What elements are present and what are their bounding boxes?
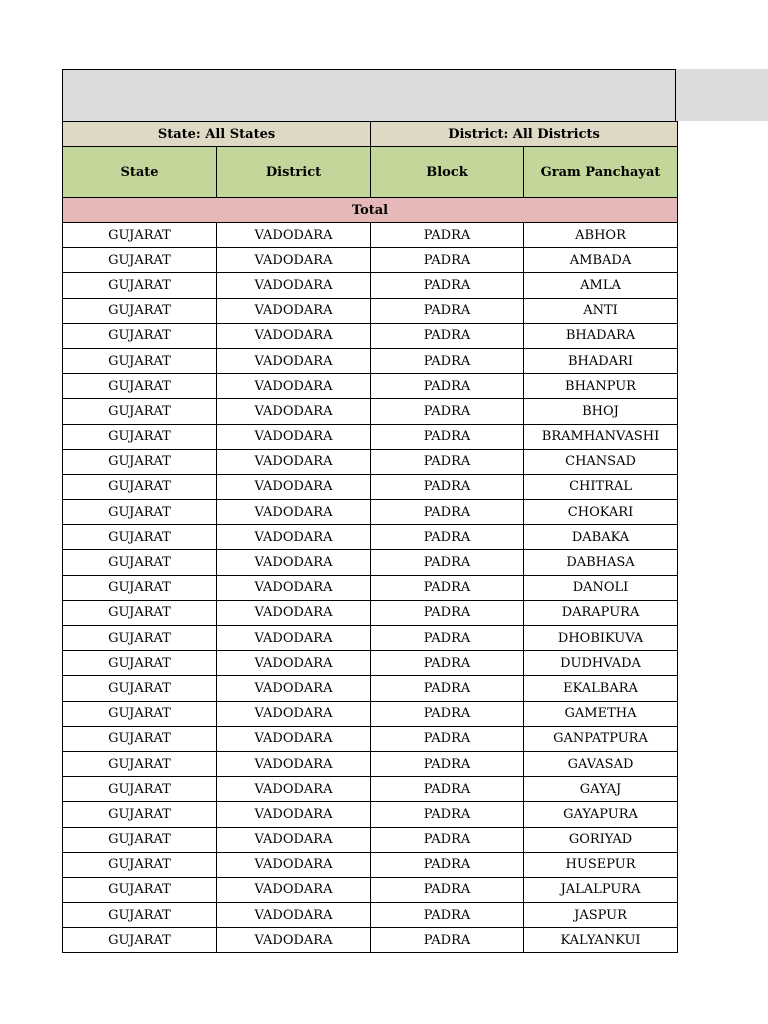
table-row (63, 424, 678, 449)
cell-district: VADODARA (217, 348, 371, 373)
district-filter-label: District: All Districts (371, 122, 678, 147)
table-row (63, 701, 678, 726)
cell-state: GUJARAT (63, 928, 217, 953)
cell-block: PADRA (371, 500, 524, 525)
table-row (63, 323, 678, 348)
cell-gram-panchayat: CHANSAD (524, 449, 678, 474)
cell-district: VADODARA (217, 525, 371, 550)
cell-block: PADRA (371, 751, 524, 776)
cell-district: VADODARA (217, 827, 371, 852)
cell-state: GUJARAT (63, 500, 217, 525)
column-header-state: State (63, 147, 217, 198)
cell-state: GUJARAT (63, 550, 217, 575)
cell-district: VADODARA (217, 651, 371, 676)
table-row (63, 651, 678, 676)
cell-gram-panchayat: DHOBIKUVA (524, 626, 678, 651)
cell-gram-panchayat: GAVASAD (524, 751, 678, 776)
cell-block: PADRA (371, 928, 524, 953)
cell-state: GUJARAT (63, 676, 217, 701)
report-table (62, 121, 678, 953)
filter-row (63, 122, 678, 147)
cell-gram-panchayat: AMLA (524, 273, 678, 298)
cell-state: GUJARAT (63, 474, 217, 499)
cell-gram-panchayat: ANTI (524, 298, 678, 323)
cell-state: GUJARAT (63, 701, 217, 726)
cell-district: VADODARA (217, 323, 371, 348)
cell-block: PADRA (371, 374, 524, 399)
cell-district: VADODARA (217, 701, 371, 726)
cell-district: VADODARA (217, 802, 371, 827)
cell-block: PADRA (371, 223, 524, 248)
cell-gram-panchayat: ABHOR (524, 223, 678, 248)
cell-gram-panchayat: DUDHVADA (524, 651, 678, 676)
table-row (63, 802, 678, 827)
cell-block: PADRA (371, 474, 524, 499)
table-row (63, 474, 678, 499)
cell-state: GUJARAT (63, 877, 217, 902)
table-row (63, 852, 678, 877)
cell-block: PADRA (371, 701, 524, 726)
column-header-gram-panchayat: Gram Panchayat (524, 147, 678, 198)
cell-district: VADODARA (217, 676, 371, 701)
table-row (63, 626, 678, 651)
cell-state: GUJARAT (63, 751, 217, 776)
cell-state: GUJARAT (63, 777, 217, 802)
cell-state: GUJARAT (63, 726, 217, 751)
cell-block: PADRA (371, 525, 524, 550)
cell-gram-panchayat: CHITRAL (524, 474, 678, 499)
cell-gram-panchayat: JALALPURA (524, 877, 678, 902)
cell-district: VADODARA (217, 600, 371, 625)
table-row (63, 223, 678, 248)
cell-district: VADODARA (217, 726, 371, 751)
cell-block: PADRA (371, 852, 524, 877)
cell-state: GUJARAT (63, 348, 217, 373)
column-header-district: District (217, 147, 371, 198)
cell-gram-panchayat: EKALBARA (524, 676, 678, 701)
cell-district: VADODARA (217, 903, 371, 928)
cell-block: PADRA (371, 424, 524, 449)
cell-gram-panchayat: BHADARA (524, 323, 678, 348)
cell-gram-panchayat: BHANPUR (524, 374, 678, 399)
cell-state: GUJARAT (63, 449, 217, 474)
cell-district: VADODARA (217, 550, 371, 575)
cell-gram-panchayat: CHOKARI (524, 500, 678, 525)
table-row (63, 827, 678, 852)
cell-district: VADODARA (217, 575, 371, 600)
cell-block: PADRA (371, 676, 524, 701)
cell-block: PADRA (371, 298, 524, 323)
cell-gram-panchayat: DARAPURA (524, 600, 678, 625)
table-row (63, 600, 678, 625)
cell-gram-panchayat: GORIYAD (524, 827, 678, 852)
cell-block: PADRA (371, 877, 524, 902)
table-row (63, 751, 678, 776)
cell-block: PADRA (371, 903, 524, 928)
cell-block: PADRA (371, 449, 524, 474)
cell-gram-panchayat: GAYAJ (524, 777, 678, 802)
cell-district: VADODARA (217, 399, 371, 424)
column-header-block: Block (371, 147, 524, 198)
cell-gram-panchayat: BHADARI (524, 348, 678, 373)
cell-district: VADODARA (217, 928, 371, 953)
cell-state: GUJARAT (63, 651, 217, 676)
cell-block: PADRA (371, 651, 524, 676)
table-row (63, 676, 678, 701)
cell-block: PADRA (371, 399, 524, 424)
cell-block: PADRA (371, 273, 524, 298)
cell-gram-panchayat: BRAMHANVASHI (524, 424, 678, 449)
table-row (63, 374, 678, 399)
table-row (63, 877, 678, 902)
cell-district: VADODARA (217, 500, 371, 525)
table-row (63, 903, 678, 928)
cell-district: VADODARA (217, 852, 371, 877)
cell-state: GUJARAT (63, 323, 217, 348)
cell-state: GUJARAT (63, 273, 217, 298)
cell-block: PADRA (371, 600, 524, 625)
cell-district: VADODARA (217, 223, 371, 248)
cell-gram-panchayat: JASPUR (524, 903, 678, 928)
cell-state: GUJARAT (63, 223, 217, 248)
cell-gram-panchayat: GAMETHA (524, 701, 678, 726)
cell-district: VADODARA (217, 626, 371, 651)
cell-district: VADODARA (217, 474, 371, 499)
cell-district: VADODARA (217, 298, 371, 323)
cell-gram-panchayat: KALYANKUI (524, 928, 678, 953)
table-row (63, 525, 678, 550)
cell-state: GUJARAT (63, 852, 217, 877)
cell-state: GUJARAT (63, 424, 217, 449)
cell-gram-panchayat: GANPATPURA (524, 726, 678, 751)
table-row (63, 575, 678, 600)
cell-block: PADRA (371, 726, 524, 751)
cell-block: PADRA (371, 802, 524, 827)
cell-gram-panchayat: AMBADA (524, 248, 678, 273)
table-row (63, 248, 678, 273)
total-row (63, 198, 678, 223)
cell-state: GUJARAT (63, 802, 217, 827)
cell-state: GUJARAT (63, 298, 217, 323)
cell-gram-panchayat: GAYAPURA (524, 802, 678, 827)
table-row (63, 399, 678, 424)
cell-block: PADRA (371, 323, 524, 348)
table-row (63, 928, 678, 953)
cell-block: PADRA (371, 575, 524, 600)
cell-district: VADODARA (217, 424, 371, 449)
cell-state: GUJARAT (63, 575, 217, 600)
cell-district: VADODARA (217, 248, 371, 273)
table-body (63, 223, 678, 953)
cell-district: VADODARA (217, 449, 371, 474)
cell-state: GUJARAT (63, 525, 217, 550)
cell-district: VADODARA (217, 273, 371, 298)
cell-gram-panchayat: DANOLI (524, 575, 678, 600)
cell-state: GUJARAT (63, 600, 217, 625)
state-filter-label: State: All States (63, 122, 371, 147)
cell-block: PADRA (371, 626, 524, 651)
cell-block: PADRA (371, 777, 524, 802)
table-row (63, 298, 678, 323)
cell-gram-panchayat: DABHASA (524, 550, 678, 575)
cell-district: VADODARA (217, 877, 371, 902)
title-bar-frame (62, 69, 676, 121)
cell-state: GUJARAT (63, 626, 217, 651)
table-row (63, 777, 678, 802)
cell-district: VADODARA (217, 751, 371, 776)
cell-gram-panchayat: BHOJ (524, 399, 678, 424)
total-label: Total (63, 198, 678, 223)
cell-state: GUJARAT (63, 248, 217, 273)
cell-state: GUJARAT (63, 827, 217, 852)
column-header-row (63, 147, 678, 198)
cell-state: GUJARAT (63, 374, 217, 399)
table-row (63, 550, 678, 575)
cell-state: GUJARAT (63, 903, 217, 928)
table-row (63, 726, 678, 751)
table-row (63, 273, 678, 298)
cell-gram-panchayat: DABAKA (524, 525, 678, 550)
cell-state: GUJARAT (63, 399, 217, 424)
cell-district: VADODARA (217, 777, 371, 802)
cell-gram-panchayat: HUSEPUR (524, 852, 678, 877)
cell-block: PADRA (371, 348, 524, 373)
cell-block: PADRA (371, 550, 524, 575)
table-row (63, 449, 678, 474)
cell-block: PADRA (371, 248, 524, 273)
cell-block: PADRA (371, 827, 524, 852)
table-row (63, 500, 678, 525)
table-row (63, 348, 678, 373)
cell-district: VADODARA (217, 374, 371, 399)
